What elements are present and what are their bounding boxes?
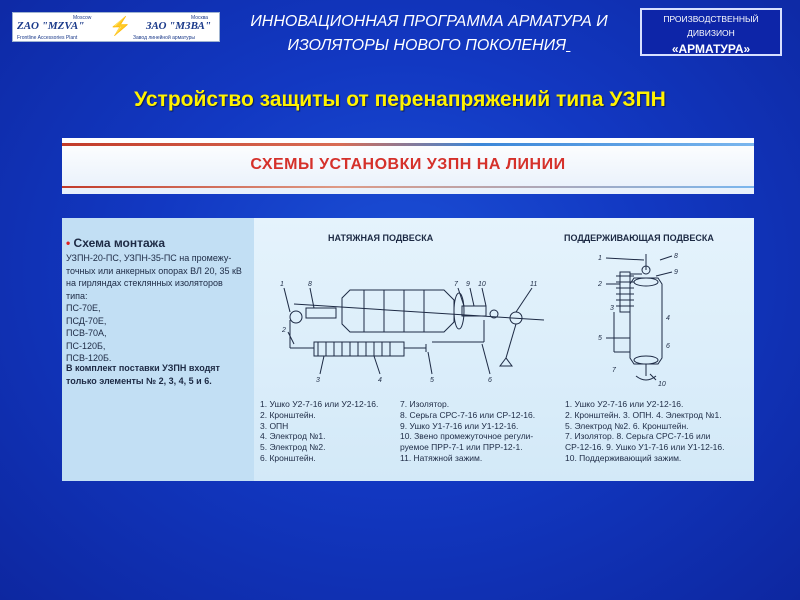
program-title (236, 10, 622, 58)
logo-left-city: Moscow (73, 15, 92, 21)
tension-label: 1 (280, 281, 284, 288)
mounting-line: УЗПН-20-ПС, УЗПН-35-ПС на промежу- (66, 253, 232, 263)
bullet-icon: • (66, 236, 74, 250)
schemes-area (254, 218, 754, 481)
legend-item: 9. Ушко У1-7-16 или У1-12-16. (400, 420, 519, 431)
legend-item: 2. Кронштейн. (260, 409, 316, 420)
division-line-2: ДИВИЗИОН (687, 28, 735, 38)
support-label: 2 (598, 281, 602, 288)
mounting-text (66, 252, 252, 365)
logo-right-sub: Завод линейной арматуры (133, 35, 195, 41)
mounting-description (62, 218, 254, 481)
support-diagram (586, 248, 706, 388)
support-label: 10 (658, 381, 666, 388)
tension-diagram (254, 248, 564, 388)
support-label: 6 (666, 343, 670, 350)
mounting-line: на гирляндах стеклянных изоляторов (66, 278, 223, 288)
mounting-line: типа: (66, 290, 88, 301)
support-label: 9 (674, 269, 678, 276)
tension-label: 5 (430, 377, 434, 384)
tension-legend-col2 (400, 399, 535, 464)
support-legend (565, 399, 725, 464)
program-line-2: ИЗОЛЯТОРЫ НОВОГО ПОКОЛЕНИЯ (287, 37, 566, 54)
tension-title: НАТЯЖНАЯ ПОДВЕСКА (328, 233, 434, 243)
tension-label: 6 (488, 377, 492, 384)
banner-bottom-line (62, 186, 754, 188)
note-line: В комплект поставки УЗПН входят (66, 363, 220, 373)
support-label: 4 (666, 315, 670, 322)
logo-left-name: ZAO "MZVA" (17, 20, 85, 32)
tension-label: 4 (378, 377, 382, 384)
division-name: «АРМАТУРА» (671, 42, 751, 56)
support-label: 5 (598, 335, 602, 342)
logo-right-city: Москва (191, 15, 209, 21)
support-label: 8 (674, 253, 678, 260)
legend-item: 3. ОПН (260, 420, 289, 431)
tension-label: 3 (316, 377, 320, 384)
legend-item: 7. Изолятор. 8. Серьга СРС-7-16 или (565, 431, 711, 442)
legend-item: 1. Ушко У2-7-16 или У2-12-16. (260, 399, 379, 409)
legend-item: 6. Кронштейн. (260, 452, 316, 463)
legend-item: 10. Звено промежуточное регули- (400, 431, 534, 442)
mounting-heading (66, 236, 165, 250)
tension-label: 9 (466, 281, 470, 288)
tension-label: 2 (282, 327, 286, 334)
tension-label: 10 (478, 281, 486, 288)
tension-label: 11 (530, 281, 538, 288)
mounting-line: ПСВ-70А, (66, 328, 107, 338)
legend-item: 5. Электрод №2. (260, 442, 326, 453)
division-line-1: ПРОИЗВОДСТВЕННЫЙ (663, 14, 759, 24)
legend-item: 11. Натяжной зажим. (400, 452, 483, 463)
installation-panel (62, 218, 754, 481)
delivery-note (66, 362, 252, 387)
company-logo (12, 12, 220, 42)
banner-title: СХЕМЫ УСТАНОВКИ УЗПН НА ЛИНИИ (250, 156, 566, 173)
legend-item: СР-12-16. 9. Ушко У1-7-16 или У1-12-16. (565, 442, 725, 453)
legend-item: 2. Кронштейн. 3. ОПН. 4. Электрод №1. (565, 409, 722, 420)
banner-top-line (62, 143, 754, 146)
mounting-line: точных или анкерных опорах ВЛ 20, 35 кВ (66, 265, 242, 276)
tension-label: 8 (308, 281, 312, 288)
tension-legend-col1 (260, 399, 378, 464)
mounting-heading-text: Схема монтажа (73, 236, 166, 250)
program-line-1: ИННОВАЦИОННАЯ ПРОГРАММА АРМАТУРА И (250, 13, 608, 30)
support-title: ПОДДЕРЖИВАЮЩАЯ ПОДВЕСКА (564, 233, 714, 243)
support-label: 7 (612, 367, 616, 374)
schemes-banner (62, 138, 754, 194)
legend-item: 8. Серьга СРС-7-16 или СР-12-16. (400, 409, 536, 420)
legend-item: 7. Изолятор. (400, 399, 450, 409)
mounting-line: ПСВ-120Б. (66, 353, 112, 363)
note-line: только элементы № 2, 3, 4, 5 и 6. (66, 375, 212, 386)
legend-item: 1. Ушко У2-7-16 или У2-12-16. (565, 399, 684, 409)
lightning-icon: ⚡ (109, 16, 132, 36)
mounting-line: ПСД-70Е, (66, 315, 107, 326)
logo-right-name: ЗАО "МЗВА" (145, 20, 211, 32)
logo-left-sub: Frontline Accessories Plant (17, 35, 78, 41)
legend-item: руемое ПРР-7-1 или ПРР-12-1. (400, 442, 523, 453)
slide-title: Устройство защиты от перенапряжений типа УЗПН (134, 88, 666, 111)
division-badge (640, 8, 782, 56)
legend-item: 10. Поддерживающий зажим. (565, 452, 682, 463)
legend-item: 4. Электрод №1. (260, 431, 326, 442)
mounting-line: ПС-120Б, (66, 340, 106, 351)
tension-label: 7 (454, 281, 458, 288)
mounting-line: ПС-70Е, (66, 303, 101, 313)
legend-item: 5. Электрод №2. 6. Кронштейн. (565, 420, 689, 431)
support-label: 3 (610, 305, 614, 312)
support-label: 1 (598, 255, 602, 262)
